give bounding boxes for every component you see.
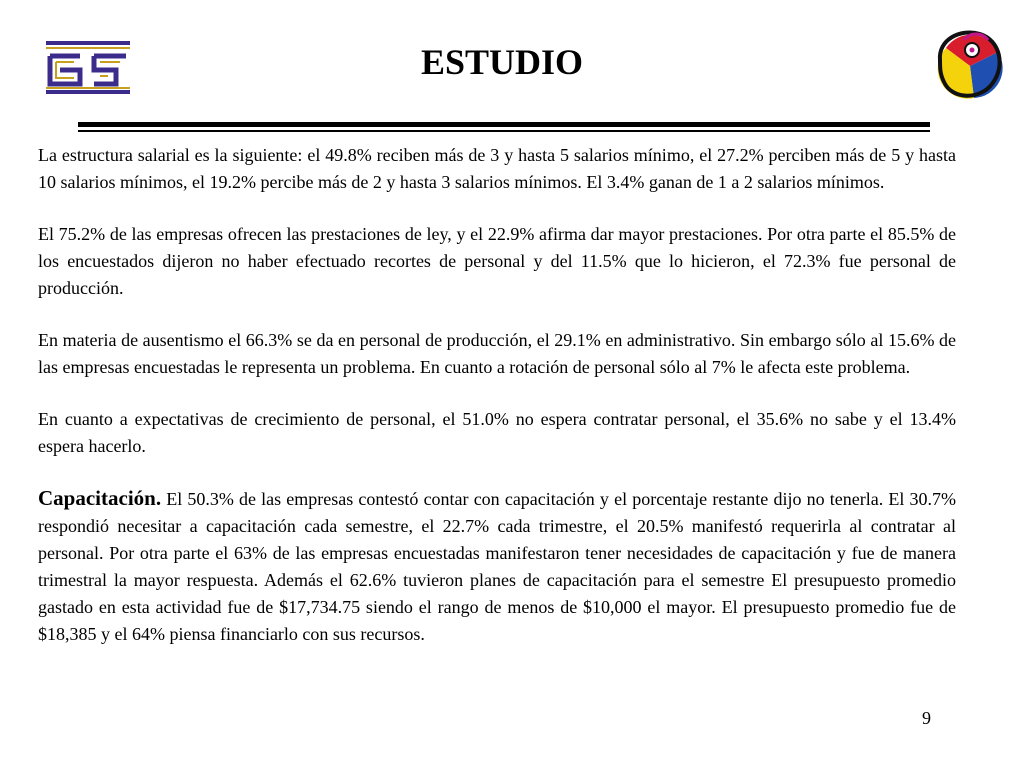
training-text: El 50.3% de las empresas contestó contar con capacitación y el porcentaje restante dijo no tenerla. El 30.7% respondió necesitar a capacitación cada semestre, el 22.7% cada trimestre, el 20.5% manifestó requerirla al contratar al personal. Por otra parte el 63% de las empresas encuestadas manifestaron tener necesidades de capacitación y fue de manera trimestral la mayor respuesta. Además el 62.6% tuvieron planes de capacitación para el semestre El presupuesto promedio gastado en esta actividad fue de $17,734.75 siendo el rango de menos de $10,000 el mayor. El presupuesto promedio fue de $18,385 y el 64% piensa financiarlo con sus recursos. (38, 489, 956, 644)
header-rule-thin (78, 130, 930, 132)
header-rule-thick (78, 122, 930, 127)
emblem-logo (934, 26, 1006, 104)
paragraph-growth-expectations: En cuanto a expectativas de crecimiento de personal, el 51.0% no espera contratar personal, el 35.6% no sabe y el 13.4% espera hacerlo. (38, 409, 956, 456)
slide-body (38, 142, 956, 648)
page-number: 9 (922, 708, 931, 728)
paragraph-training (38, 485, 956, 648)
paragraph-benefits: El 75.2% de las empresas ofrecen las prestaciones de ley, y el 22.9% afirma dar mayor prestaciones. Por otra parte el 85.5% de los encuestados dijeron no haber efectuado recortes de personal y del 11.5% que lo hicieron, el 72.3% fue personal de producción. (38, 224, 956, 298)
training-heading: Capacitación. (38, 486, 162, 510)
paragraph-absenteeism: En materia de ausentismo el 66.3% se da en personal de producción, el 29.1% en administrativo. Sin embargo sólo al 15.6% de las empresas encuestadas le representa un problema. En cuanto a rotación de personal sólo al 7% le afecta este problema. (38, 330, 956, 377)
slide-title: ESTUDIO (420, 42, 584, 82)
paragraph-salary-structure: La estructura salarial es la siguiente: el 49.8% reciben más de 3 y hasta 5 salarios mínimo, el 27.2% perciben más de 5 y hasta 10 salarios mínimos, el 19.2% percibe más de 2 y hasta 3 salarios mínimos. El 3.4% ganan de 1 a 2 salarios mínimos. (38, 145, 956, 192)
